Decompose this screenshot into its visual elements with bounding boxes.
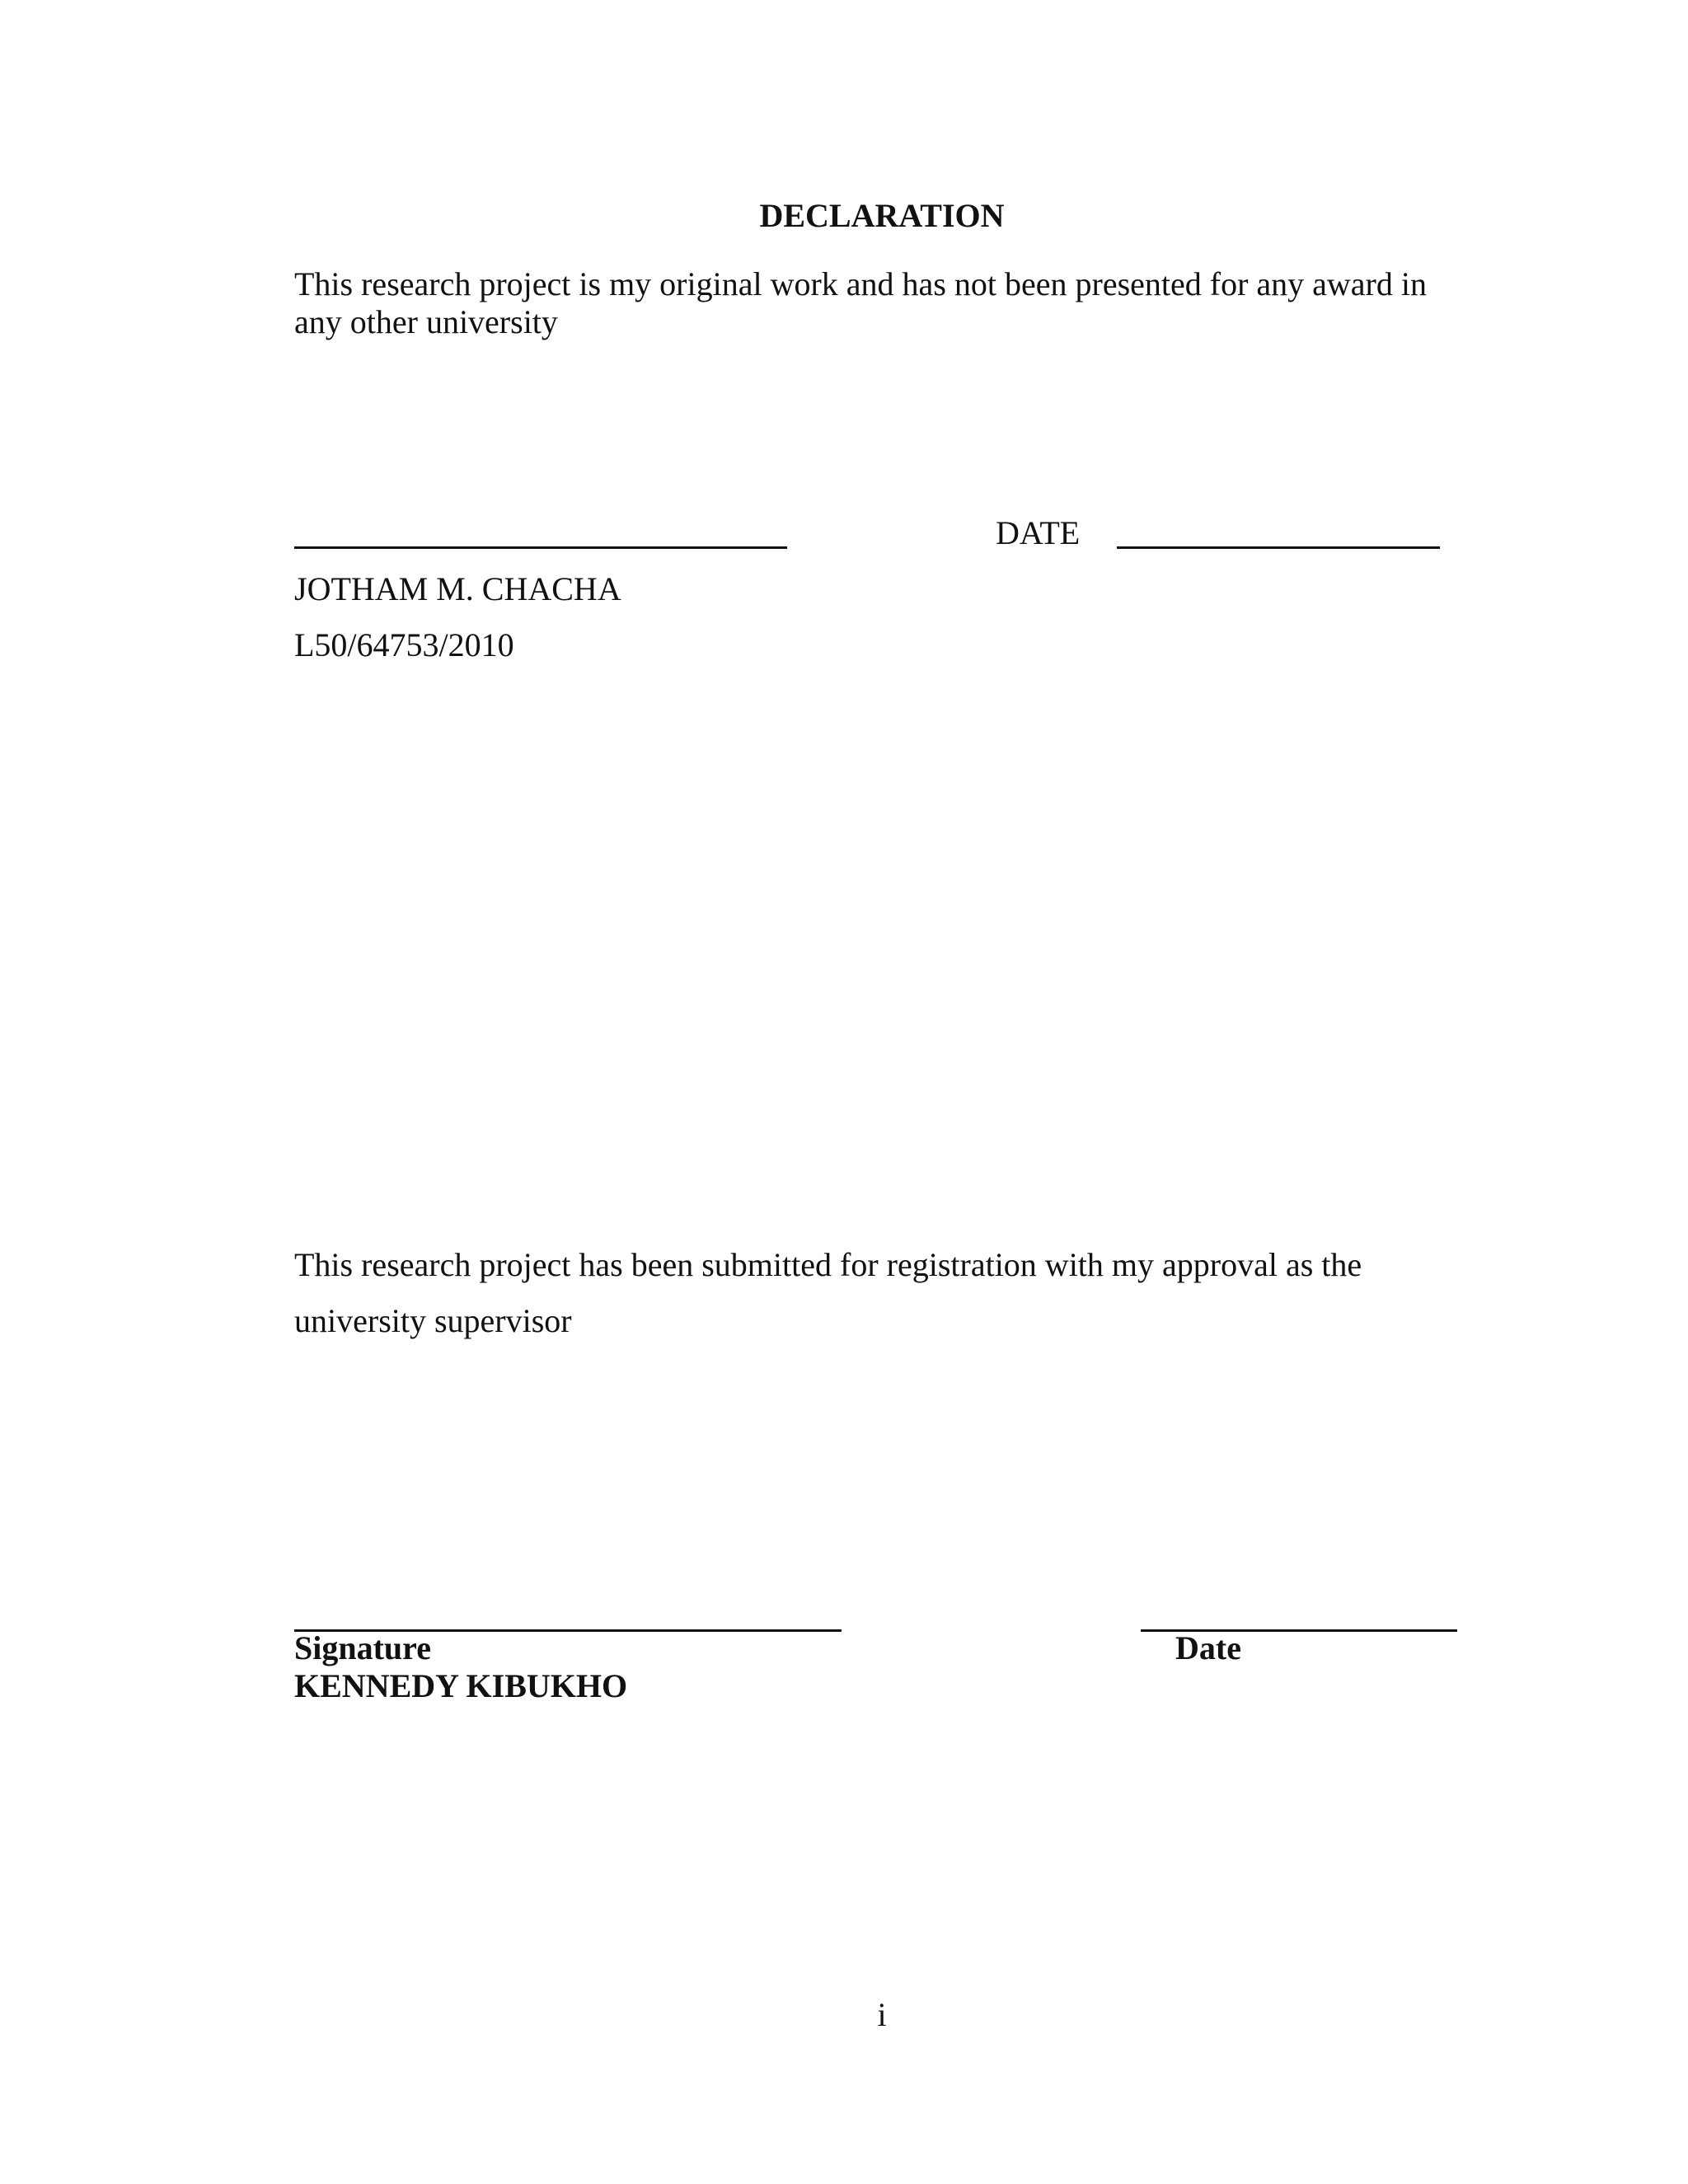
student-name: JOTHAM M. CHACHA	[294, 570, 621, 607]
student-statement-line-1: This research project is my original work and has not been presented for any award in	[294, 265, 1427, 302]
signature-label: Signature	[294, 1629, 431, 1666]
student-statement-line-2: any other university	[294, 303, 558, 340]
supervisor-statement-line-2: university supervisor	[294, 1302, 572, 1339]
student-reg-number: L50/64753/2010	[294, 626, 514, 663]
supervisor-statement-line-1: This research project has been submitted for registration with my approval as the	[294, 1246, 1362, 1283]
student-date-label: DATE	[996, 514, 1081, 551]
supervisor-date-label: Date	[1175, 1629, 1241, 1666]
page-title: DECLARATION	[759, 197, 1005, 234]
student-signature-line	[294, 546, 787, 549]
page-number: i	[877, 1996, 887, 2033]
supervisor-name: KENNEDY KIBUKHO	[294, 1667, 628, 1704]
student-date-line	[1117, 546, 1440, 549]
